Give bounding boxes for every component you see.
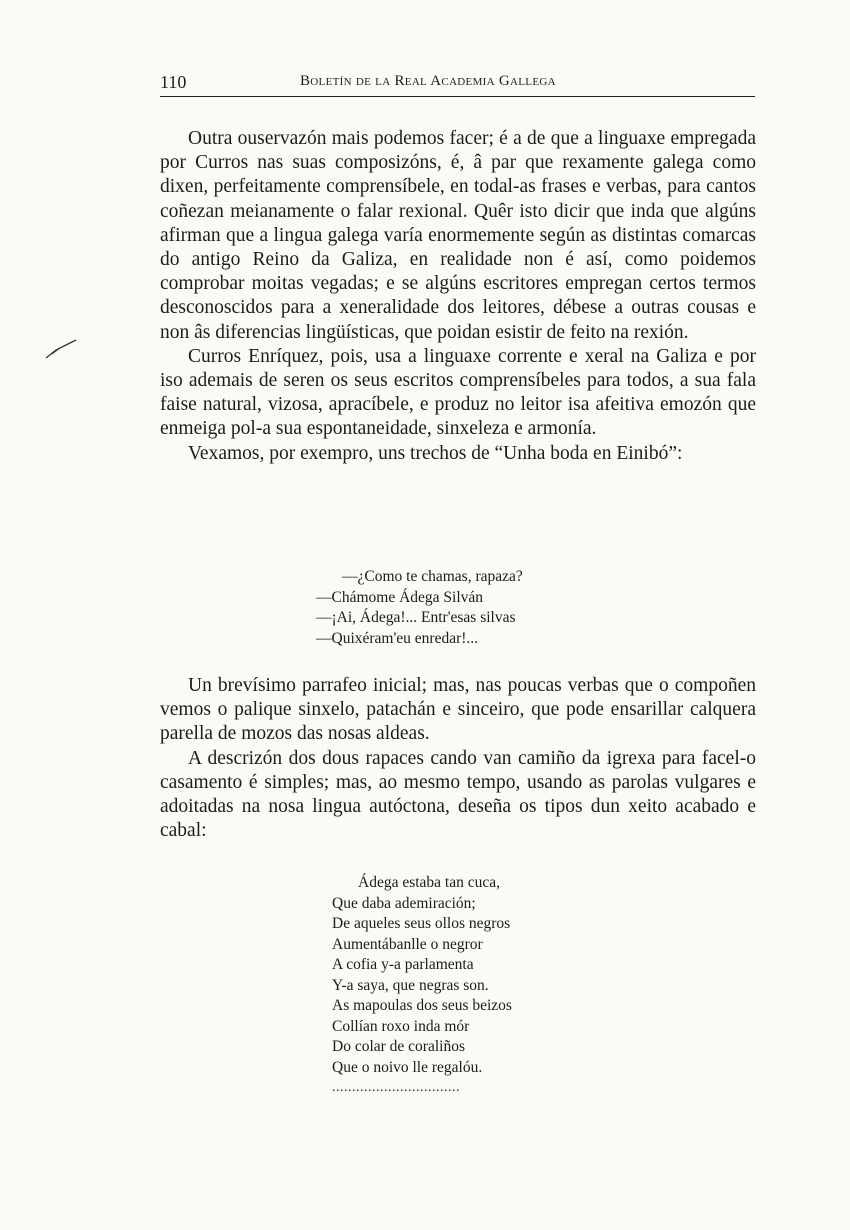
- verse-line: —Quixéram'eu enredar!...: [316, 629, 479, 647]
- verse-poem: [332, 873, 512, 1099]
- paragraph: Outra ouservazón mais podemos facer; é a de que a linguaxe empregada por Curros nas suas composizóns, é, â par que rexamente galega como dixen, perfeitamente comprensíbele, en todal-as frases e verbas, para cantos coñezan meianamente o falar rexional. Quêr isto dicir que inda que algúns afirman que a lingua galega varía enormemente según as distintas comarcas do antigo Reino da Galiza, en realidade non é así, como poidemos comprobar moitas vegadas; e se algúns escritores empregan certos termos desconoscidos para a xeneralidade dos leitores, débese a outras cousas e non âs diferencias lingüísticas, que poidan esistir de feito na rexión.: [160, 128, 756, 343]
- verse-line: Aumentábanlle o negror: [332, 935, 483, 953]
- verse-ellipsis: ................................: [332, 1080, 460, 1095]
- verse-line: Collían roxo inda mór: [332, 1017, 470, 1035]
- prose-block-2: [160, 674, 756, 843]
- paragraph: Vexamos, por exempro, uns trechos de “Unha boda en Einibó”:: [188, 442, 683, 464]
- verse-line: Que o noivo lle regalóu.: [332, 1058, 483, 1076]
- prose-block-1: [160, 127, 756, 466]
- page-number: 110: [160, 72, 187, 92]
- verse-line: A cofia y-a parlamenta: [332, 956, 474, 973]
- verse-line: As mapoulas dos seus beizos: [332, 997, 512, 1014]
- verse-line: De aqueles seus ollos negros: [332, 915, 511, 932]
- running-title: Boletín de la Real Academia Gallega: [300, 73, 556, 89]
- verse-line: —Chámome Ádega Silván: [316, 588, 484, 606]
- page-header: [160, 70, 755, 97]
- verse-line: Do colar de coraliños: [332, 1038, 465, 1055]
- verse-line: —¡Ai, Ádega!... Entr'esas silvas: [316, 609, 516, 626]
- verse-line: —¿Como te chamas, rapaza?: [342, 568, 523, 585]
- verse-line: Ádega estaba tan cuca,: [358, 874, 501, 891]
- margin-pen-mark: [44, 338, 78, 360]
- verse-dialogue: [316, 567, 523, 649]
- paragraph: Curros Enríquez, pois, usa a linguaxe corrente e xeral na Galiza e por iso ademais de seren os seus escritos comprensíbeles para todos, a sua fala faise natural, vizosa, apracíbele, e produz no leitor isa afeitiva emozón que enmeiga pol-a sua espontaneidade, sinxeleza e armonía.: [160, 345, 756, 440]
- paragraph: A descrizón dos dous rapaces cando van camiño da igrexa para facel-o casamento é simples; mas, ao mesmo tempo, usando as parolas vulgares e adoitadas na nosa lingua autóctona, deseña os tipos dun xeito acabado e cabal:: [160, 747, 756, 842]
- verse-line: Y-a saya, que negras son.: [332, 976, 489, 994]
- paragraph: Un brevísimo parrafeo inicial; mas, nas poucas verbas que o compoñen vemos o palique sinxelo, patachán e sinceiro, que pode ensarillar calquera parella de mozos das nosas aldeas.: [160, 675, 756, 745]
- verse-line: Que daba ademiración;: [332, 894, 476, 912]
